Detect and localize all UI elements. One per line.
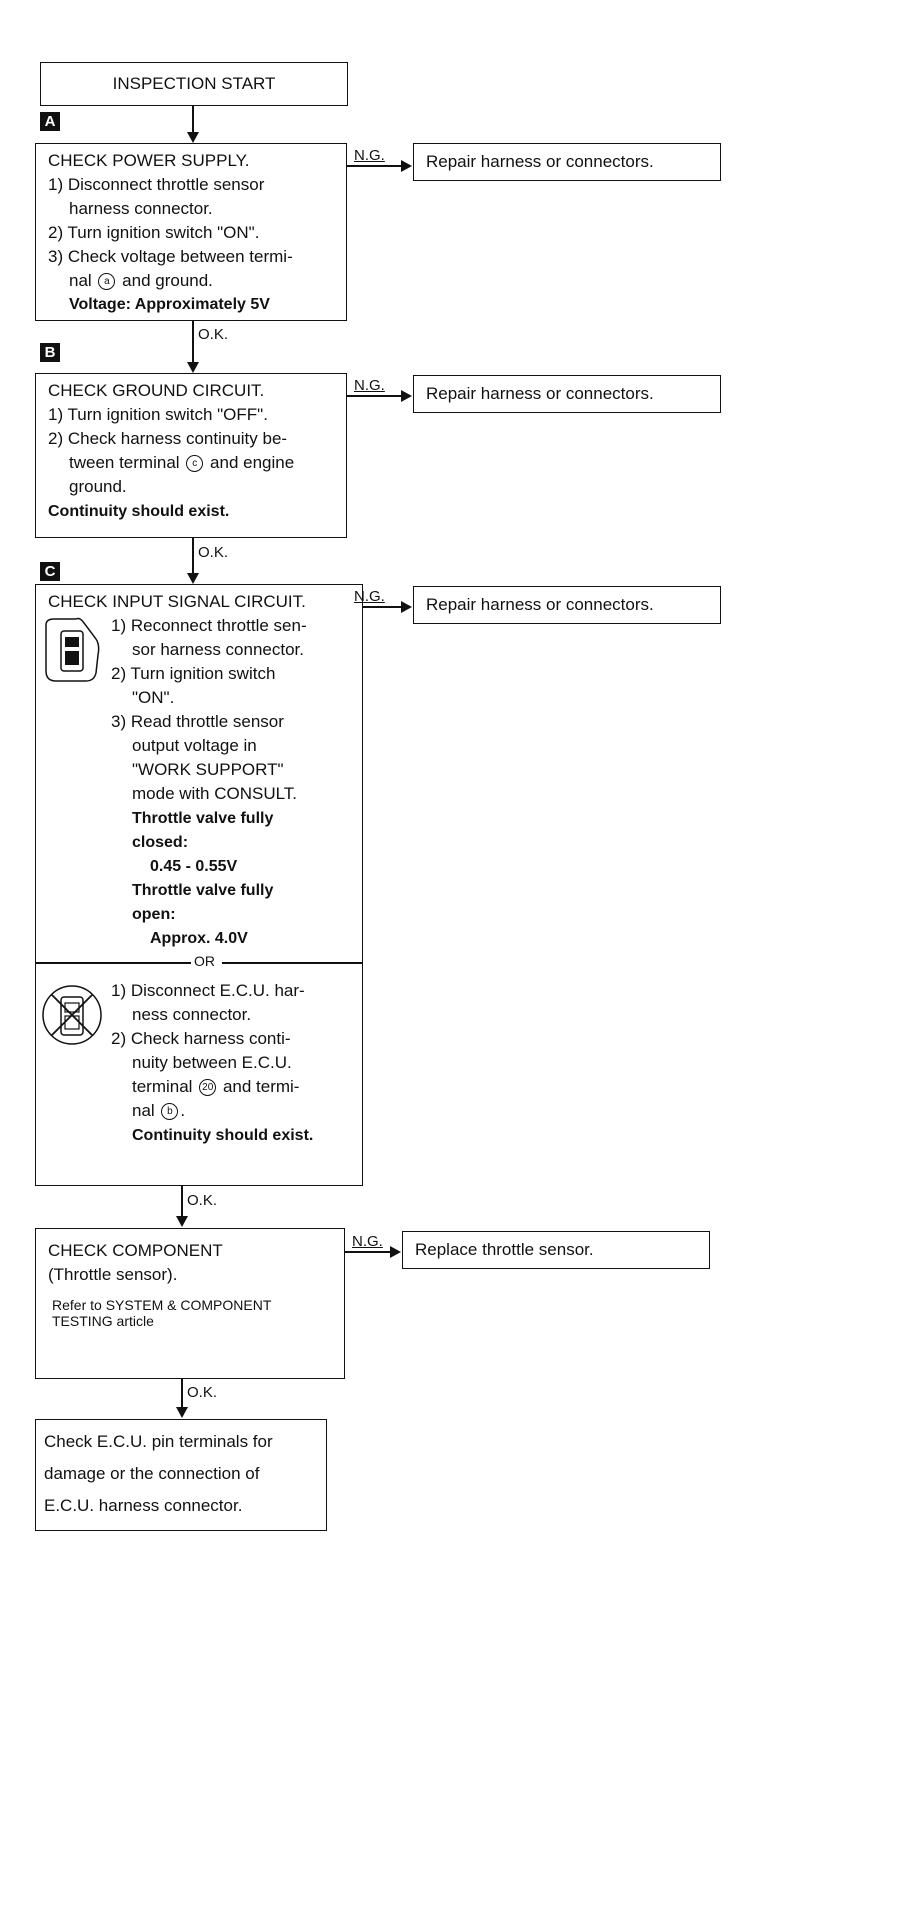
ok-label: O.K.	[198, 544, 229, 561]
box-b-step2b-post: and engine	[210, 453, 295, 472]
connector-line	[192, 321, 194, 363]
connector-line	[181, 1379, 183, 1408]
check-component-box	[35, 1228, 345, 1379]
ng-connector	[347, 165, 402, 167]
box-d-ref2: TESTING article	[52, 1313, 154, 1329]
box-d-ng-action: Replace throttle sensor.	[415, 1240, 594, 1259]
check-input-signal-box	[35, 584, 363, 1186]
box-a-step3b-pre: nal	[69, 271, 92, 290]
box-c-alt-step2d	[132, 1097, 185, 1125]
box-c-step3d: mode with CONSULT.	[132, 784, 298, 803]
ng-connector	[363, 606, 402, 608]
check-ecu-terminals-box	[35, 1419, 327, 1531]
ng-connector	[347, 395, 402, 397]
ng-connector	[345, 1251, 391, 1253]
inspection-start-label: INSPECTION START	[112, 74, 276, 93]
ng-label: N.G.	[354, 147, 385, 164]
inspection-start-box	[40, 62, 348, 106]
box-c-step3c: "WORK SUPPORT"	[132, 760, 284, 779]
box-c-title: CHECK INPUT SIGNAL CIRCUIT.	[48, 592, 306, 611]
arrow-down	[187, 132, 199, 143]
box-c-alt-step2d-pre: nal	[132, 1101, 155, 1120]
box-c-step3: 3) Read throttle sensor	[111, 712, 284, 731]
step-b-badge: B	[40, 343, 60, 362]
replace-throttle-sensor-box	[402, 1231, 710, 1269]
repair-harness-box-c	[413, 586, 721, 624]
box-c-step2: 2) Turn ignition switch	[111, 664, 276, 683]
or-label: OR	[194, 953, 215, 969]
consult-tester-icon	[42, 615, 100, 685]
terminal-b-symbol: b	[161, 1103, 178, 1120]
closed-spec-label-b: closed:	[132, 834, 189, 851]
box-b-step2: 2) Check harness continuity be-	[48, 429, 288, 448]
box-c-alt-step1: 1) Disconnect E.C.U. har-	[111, 981, 305, 1000]
ok-label: O.K.	[187, 1384, 218, 1401]
connector-line	[181, 1186, 183, 1217]
box-c-alt-step2b: nuity between E.C.U.	[132, 1053, 292, 1072]
arrow-right	[390, 1246, 401, 1258]
box-c-ng-action: Repair harness or connectors.	[426, 595, 654, 614]
arrow-down	[176, 1407, 188, 1418]
box-d-ref1: Refer to SYSTEM & COMPONENT	[52, 1297, 272, 1313]
arrow-down	[187, 362, 199, 373]
arrow-right	[401, 390, 412, 402]
box-a-title: CHECK POWER SUPPLY.	[48, 151, 250, 170]
repair-harness-box-a	[413, 143, 721, 181]
box-c-alt-step2d-post: .	[180, 1101, 186, 1120]
closed-spec-label: Throttle valve fully	[132, 810, 274, 827]
terminal-c-symbol: c	[186, 455, 203, 472]
box-a-spec: Voltage: Approximately 5V	[69, 296, 270, 313]
terminal-a-symbol: a	[98, 273, 115, 290]
box-c-step1: 1) Reconnect throttle sen-	[111, 616, 307, 635]
arrow-down	[176, 1216, 188, 1227]
step-c-badge: C	[40, 562, 60, 581]
box-c-step1b: sor harness connector.	[132, 640, 304, 659]
ok-label: O.K.	[198, 326, 229, 343]
box-c-alt-step2: 2) Check harness conti-	[111, 1029, 291, 1048]
box-a-step1: 1) Disconnect throttle sensor	[48, 175, 265, 194]
no-consult-icon	[40, 983, 104, 1047]
box-b-step1: 1) Turn ignition switch "OFF".	[48, 405, 268, 424]
box-d-title2: (Throttle sensor).	[48, 1265, 178, 1284]
box-a-ng-action: Repair harness or connectors.	[426, 152, 654, 171]
connector-line	[192, 106, 194, 133]
box-a-step3: 3) Check voltage between termi-	[48, 247, 293, 266]
box-b-step2c: ground.	[69, 477, 127, 496]
box-c-alt-step2c-post: and termi-	[222, 1077, 300, 1096]
box-a-step3b-post: and ground.	[122, 271, 213, 290]
ng-label: N.G.	[354, 377, 385, 394]
final-line2: damage or the connection of	[44, 1464, 260, 1483]
arrow-right	[401, 601, 412, 613]
box-c-spec: Continuity should exist.	[132, 1127, 314, 1144]
box-b-spec: Continuity should exist.	[48, 503, 230, 520]
box-c-step3b: output voltage in	[132, 736, 257, 755]
check-ground-circuit-box	[35, 373, 347, 538]
final-line3: E.C.U. harness connector.	[44, 1496, 243, 1515]
check-power-supply-box	[35, 143, 347, 321]
ok-label: O.K.	[187, 1192, 218, 1209]
box-c-alt-step2c-pre: terminal	[132, 1077, 193, 1096]
box-b-step2b-pre: tween terminal	[69, 453, 180, 472]
ng-label: N.G.	[354, 588, 385, 605]
final-line1: Check E.C.U. pin terminals for	[44, 1432, 273, 1451]
ng-label: N.G.	[352, 1233, 383, 1250]
box-b-ng-action: Repair harness or connectors.	[426, 384, 654, 403]
closed-spec-value: 0.45 - 0.55V	[150, 858, 238, 875]
arrow-right	[401, 160, 412, 172]
box-d-title: CHECK COMPONENT	[48, 1241, 223, 1260]
or-divider-right	[222, 962, 363, 964]
terminal-20-symbol: 20	[199, 1079, 216, 1096]
box-a-step1b: harness connector.	[69, 199, 213, 218]
arrow-down	[187, 573, 199, 584]
box-c-alt-step1b: ness connector.	[132, 1005, 252, 1024]
box-b-title: CHECK GROUND CIRCUIT.	[48, 381, 265, 400]
open-spec-value: Approx. 4.0V	[150, 930, 248, 947]
repair-harness-box-b	[413, 375, 721, 413]
box-a-step2: 2) Turn ignition switch "ON".	[48, 223, 260, 242]
or-divider-left	[36, 962, 191, 964]
open-spec-label-b: open:	[132, 906, 176, 923]
connector-line	[192, 538, 194, 574]
open-spec-label: Throttle valve fully	[132, 882, 274, 899]
box-c-step2b: "ON".	[132, 688, 175, 707]
step-a-badge: A	[40, 112, 60, 131]
